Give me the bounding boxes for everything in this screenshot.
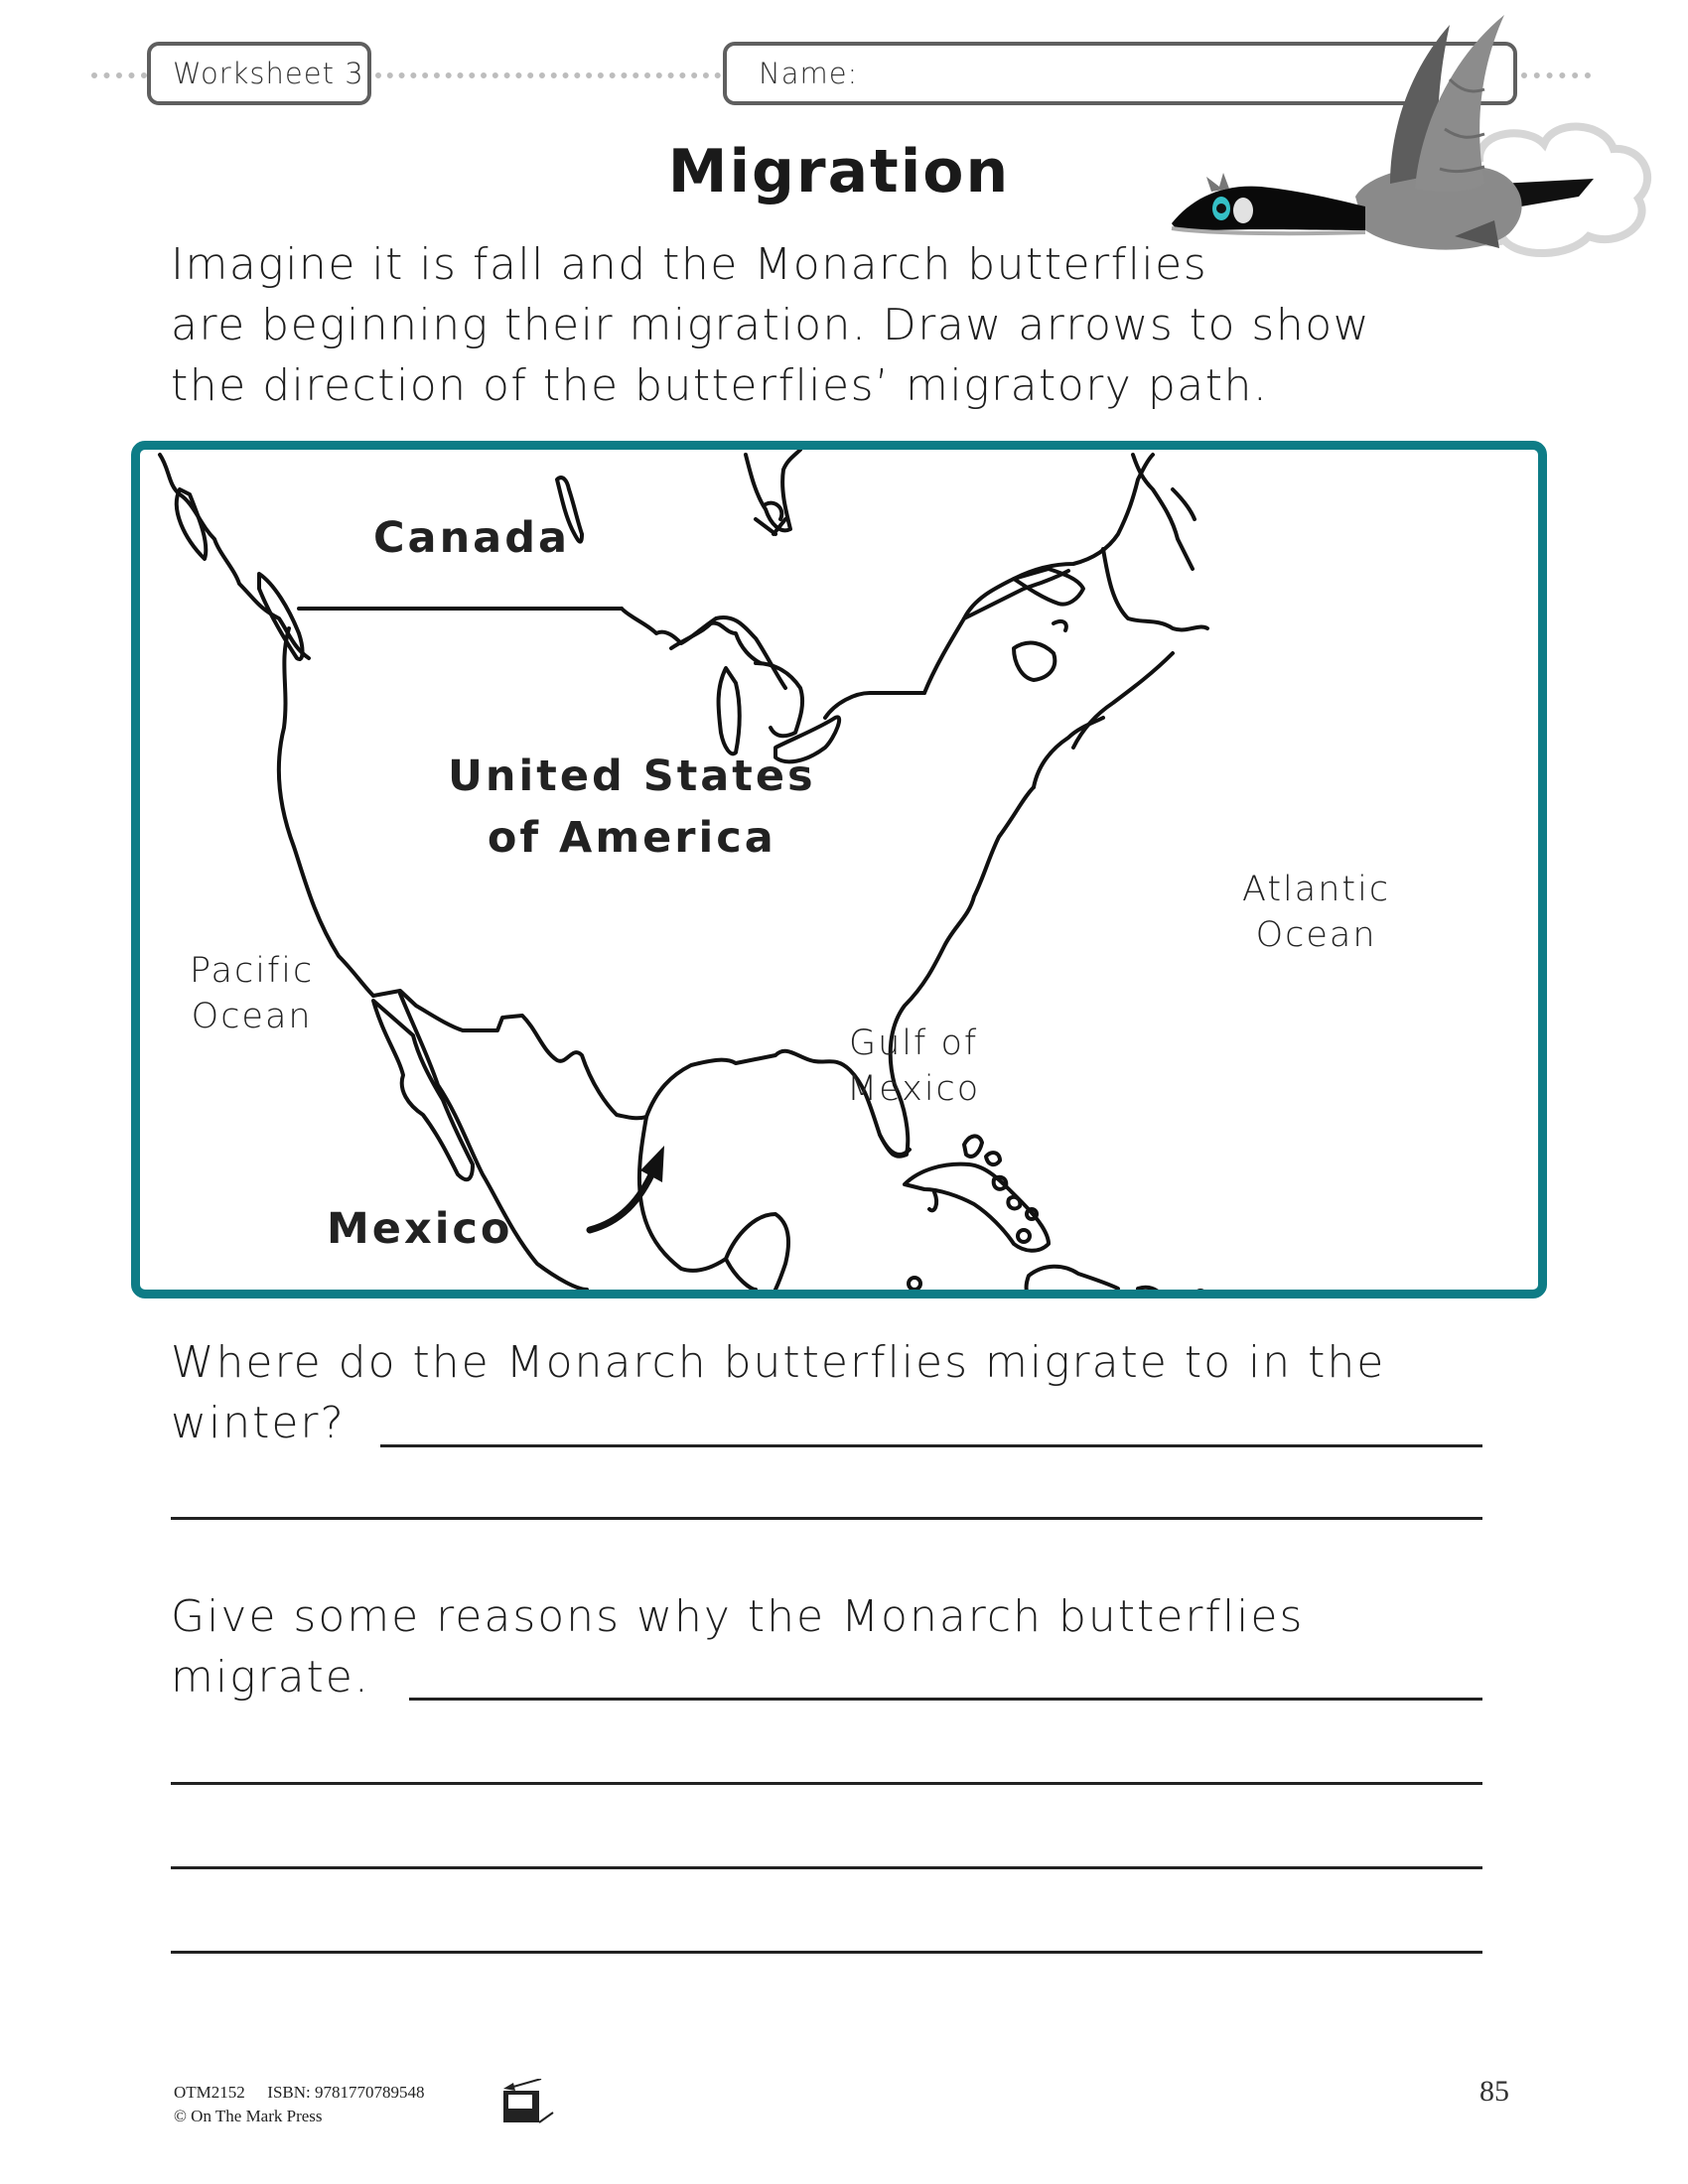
north-america-map[interactable]	[131, 441, 1547, 1298]
label-atlantic-ocean	[1242, 867, 1390, 958]
page-number: 85	[1479, 2075, 1509, 2108]
footer-isbn: ISBN: 9781770789548	[267, 2083, 425, 2102]
footer-copyright: © On The Mark Press	[174, 2107, 323, 2125]
label-mexico	[327, 1204, 512, 1254]
instruction-line: are beginning their migration. Draw arrows to show	[171, 300, 1371, 350]
answer-line-q1-2[interactable]	[171, 1517, 1482, 1520]
label-atlantic-line2: Ocean	[1255, 915, 1377, 955]
label-usa-line1: United States	[448, 751, 816, 801]
mexico-pointer-arrow	[585, 1141, 674, 1240]
label-mexico-text: Mexico	[327, 1204, 513, 1254]
question-1-line1: Where do the Monarch butterflies migrate to in the	[171, 1337, 1386, 1388]
worksheet-label-box	[147, 42, 371, 105]
answer-line-q1-1[interactable]	[380, 1444, 1482, 1447]
photocopy-icon	[501, 2079, 581, 2124]
label-canada-text: Canada	[373, 513, 570, 563]
dotted-rule-left	[91, 72, 147, 78]
dotted-rule-middle	[375, 72, 721, 78]
answer-line-q2-4[interactable]	[171, 1951, 1482, 1954]
question-1	[171, 1332, 1385, 1453]
label-canada	[373, 513, 570, 563]
question-1-line2: winter?	[171, 1398, 346, 1448]
question-2-line1: Give some reasons why the Monarch butterflies	[171, 1591, 1305, 1642]
label-pacific-line1: Pacific	[190, 951, 315, 991]
label-usa	[448, 746, 816, 869]
label-usa-line2: of America	[487, 813, 776, 863]
instruction-line: the direction of the butterflies’ migratory path.	[171, 360, 1269, 411]
question-2-line2: migrate.	[171, 1652, 370, 1703]
instructions	[171, 234, 1370, 416]
label-gulf-line1: Gulf of	[849, 1024, 979, 1063]
answer-line-q2-1[interactable]	[409, 1698, 1482, 1701]
label-pacific-ocean	[190, 948, 314, 1039]
answer-line-q2-2[interactable]	[171, 1782, 1482, 1785]
label-pacific-line2: Ocean	[191, 997, 313, 1036]
label-gulf-line2: Mexico	[847, 1069, 981, 1109]
name-label: Name:	[759, 57, 859, 90]
label-atlantic-line1: Atlantic	[1242, 870, 1391, 909]
label-gulf-of-mexico	[847, 1021, 980, 1112]
page-title-text: Migration	[667, 137, 1011, 206]
footer-publication-info	[174, 2081, 425, 2128]
instruction-line: Imagine it is fall and the Monarch butterflies	[171, 239, 1208, 290]
question-2	[171, 1586, 1304, 1707]
page-title	[0, 137, 1688, 206]
answer-line-q2-3[interactable]	[171, 1866, 1482, 1869]
footer-code: OTM2152	[174, 2083, 245, 2102]
worksheet-label: Worksheet 3	[173, 57, 364, 90]
